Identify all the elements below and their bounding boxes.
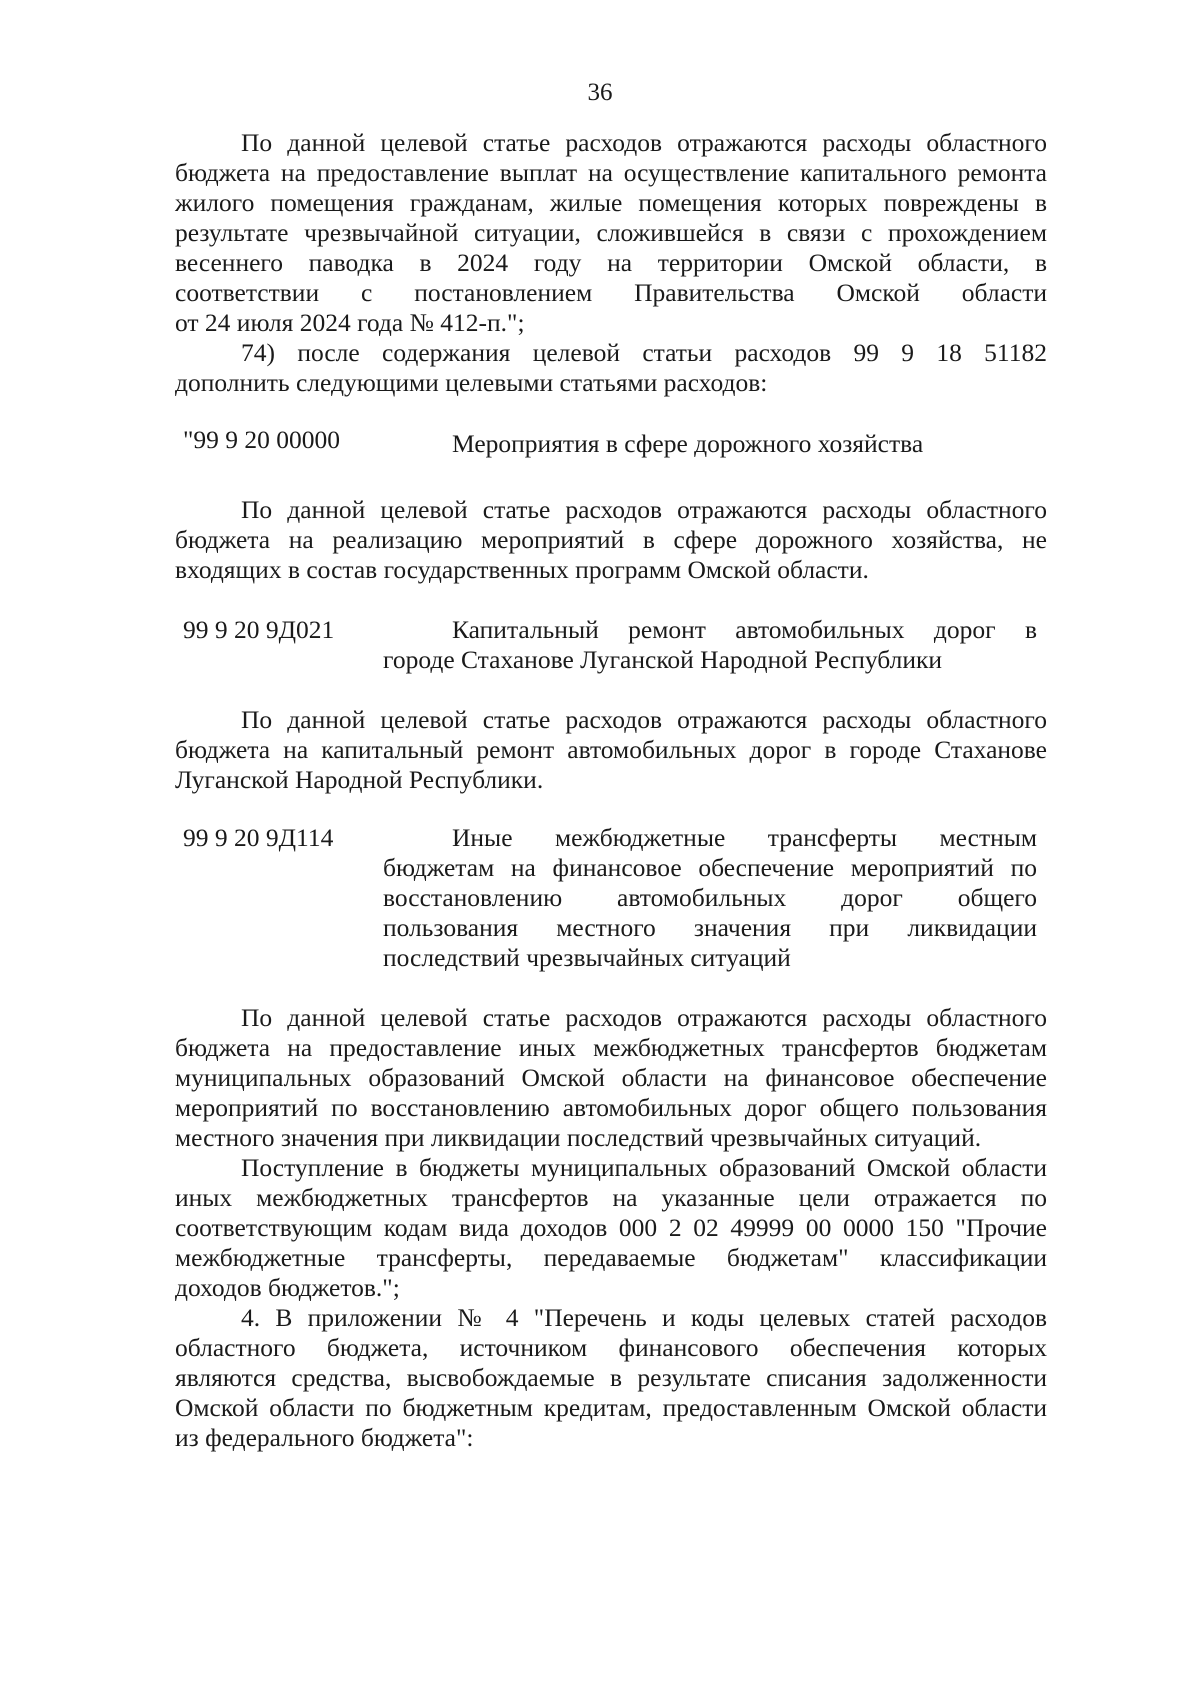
paragraph-line: результате чрезвычайной ситуации, сложившейся в связи с прохождением [175, 218, 1047, 247]
budget-title-line: Капитальный ремонт автомобильных дорог в [452, 615, 1037, 644]
budget-title-line: городе Стаханове Луганской Народной Республики [383, 645, 942, 674]
paragraph-line: весеннего паводка в 2024 году на территории Омской области, в [175, 248, 1047, 277]
paragraph-line: бюджета на предоставление иных межбюджетных трансфертов бюджетам [175, 1033, 1047, 1062]
budget-code: 99 9 20 9Д114 [183, 823, 334, 852]
page-number: 36 [587, 79, 613, 106]
paragraph-line: жилого помещения гражданам, жилые помещения которых повреждены в [175, 188, 1047, 217]
budget-title-line: Мероприятия в сфере дорожного хозяйства [452, 429, 924, 458]
paragraph-line: 74) после содержания целевой статьи расходов 99 9 18 51182 [241, 338, 1047, 367]
budget-title-line: пользования местного значения при ликвидации [383, 913, 1037, 942]
paragraph-line: иных межбюджетных трансфертов на указанные цели отражается по [175, 1183, 1047, 1212]
paragraph-line: от 24 июля 2024 года № 412-п."; [175, 308, 525, 337]
paragraph-line: соответствующим кодам вида доходов 000 2 02 49999 00 0000 150 "Прочие [175, 1213, 1047, 1242]
paragraph-line: местного значения при ликвидации последствий чрезвычайных ситуаций. [175, 1123, 982, 1152]
paragraph-line: По данной целевой статье расходов отражаются расходы областного [241, 1003, 1047, 1032]
budget-code: "99 9 20 00000 [183, 425, 341, 454]
paragraph-line: входящих в состав государственных программ Омской области. [175, 555, 869, 584]
paragraph-line: из федерального бюджета": [175, 1423, 474, 1452]
paragraph-line: бюджета на капитальный ремонт автомобильных дорог в городе Стаханове [175, 735, 1047, 764]
budget-code: 99 9 20 9Д021 [183, 615, 335, 644]
paragraph-line: соответствии с постановлением Правительства Омской области [175, 278, 1047, 307]
paragraph-line: областного бюджета, источником финансового обеспечения которых [175, 1333, 1047, 1362]
paragraph-line: дополнить следующими целевыми статьями расходов: [175, 368, 768, 397]
budget-title-line: Иные межбюджетные трансферты местным [452, 823, 1037, 852]
paragraph-line: По данной целевой статье расходов отражаются расходы областного [241, 495, 1047, 524]
paragraph-line: 4. В приложении № 4 "Перечень и коды целевых статей расходов [241, 1303, 1047, 1332]
paragraph-line: муниципальных образований Омской области на финансовое обеспечение [175, 1063, 1047, 1092]
paragraph-line: мероприятий по восстановлению автомобильных дорог общего пользования [175, 1093, 1047, 1122]
paragraph-line: Луганской Народной Республики. [175, 765, 544, 794]
paragraph-line: По данной целевой статье расходов отражаются расходы областного [241, 128, 1047, 157]
paragraph-line: бюджета на реализацию мероприятий в сфере дорожного хозяйства, не [175, 525, 1047, 554]
paragraph-line: Поступление в бюджеты муниципальных образований Омской области [241, 1153, 1047, 1182]
paragraph-line: бюджета на предоставление выплат на осуществление капитального ремонта [175, 158, 1047, 187]
paragraph-line: Омской области по бюджетным кредитам, предоставленным Омской области [175, 1393, 1047, 1422]
paragraph-line: являются средства, высвобождаемые в результате списания задолженности [175, 1363, 1047, 1392]
paragraph-line: межбюджетные трансферты, передаваемые бюджетам" классификации [175, 1243, 1047, 1272]
budget-title-line: восстановлению автомобильных дорог общего [383, 883, 1037, 912]
budget-title-line: бюджетам на финансовое обеспечение мероприятий по [383, 853, 1037, 882]
paragraph-line: доходов бюджетов."; [175, 1273, 400, 1302]
paragraph-line: По данной целевой статье расходов отражаются расходы областного [241, 705, 1047, 734]
budget-title-line: последствий чрезвычайных ситуаций [383, 943, 791, 972]
